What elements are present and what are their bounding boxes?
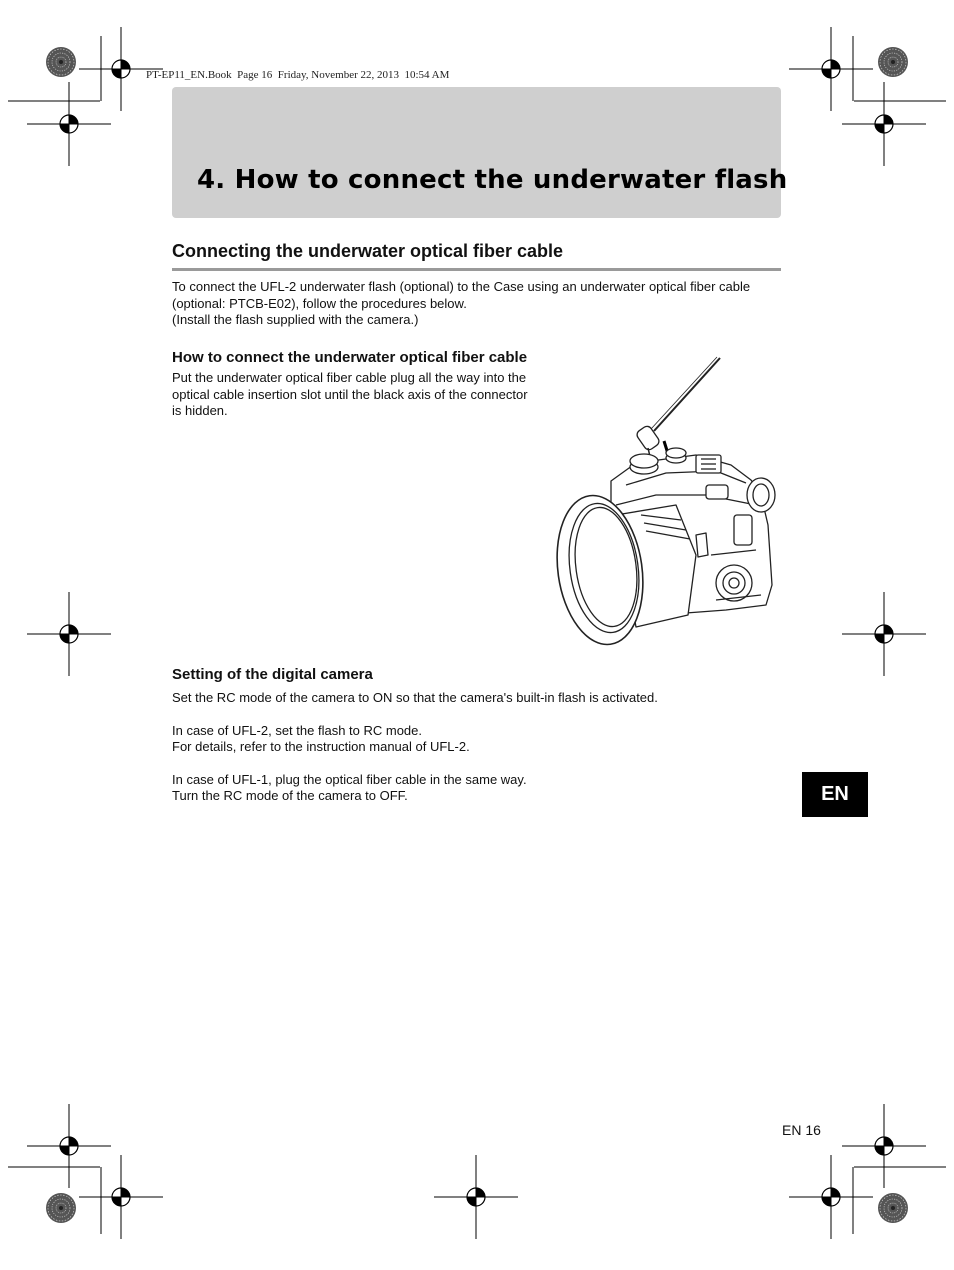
setting-block xyxy=(172,666,658,805)
section-heading: Connecting the underwater optical fiber cable xyxy=(172,241,781,271)
language-tab: EN xyxy=(802,772,868,817)
intro-line: (optional: PTCB-E02), follow the procedures below. xyxy=(172,295,467,311)
connect-heading: How to connect the underwater optical fiber cable xyxy=(172,349,528,366)
setting-line: For details, refer to the instruction manual of UFL-2. xyxy=(172,739,470,754)
intro-line: To connect the UFL-2 underwater flash (optional) to the Case using an underwater optical fiber cable xyxy=(172,279,751,294)
setting-line: In case of UFL-2, set the flash to RC mode. xyxy=(172,722,423,738)
intro-paragraph xyxy=(172,279,782,329)
page-number: EN 16 xyxy=(782,1122,821,1138)
setting-body xyxy=(172,690,658,805)
setting-line: In case of UFL-1, plug the optical fiber cable in the same way. xyxy=(172,771,527,787)
book-header: PT-EP11_EN.Book Page 16 Friday, November 22, 2013 10:54 AM xyxy=(146,69,450,81)
intro-line: (Install the flash supplied with the camera.) xyxy=(172,312,419,327)
connect-body xyxy=(172,370,528,420)
underwater-housing-illustration xyxy=(556,355,782,647)
page-title: 4. How to connect the underwater flash xyxy=(197,165,788,195)
setting-line: Turn the RC mode of the camera to OFF. xyxy=(172,788,408,803)
connect-line: optical cable insertion slot until the black axis of the connector xyxy=(172,386,528,402)
setting-paragraph: Set the RC mode of the camera to ON so that the camera's built-in flash is activated. xyxy=(172,690,658,705)
title-banner xyxy=(172,87,788,218)
connect-line: is hidden. xyxy=(172,403,228,418)
connect-block xyxy=(172,349,528,420)
connect-line: Put the underwater optical fiber cable plug all the way into the xyxy=(172,370,527,385)
setting-heading: Setting of the digital camera xyxy=(172,666,373,683)
